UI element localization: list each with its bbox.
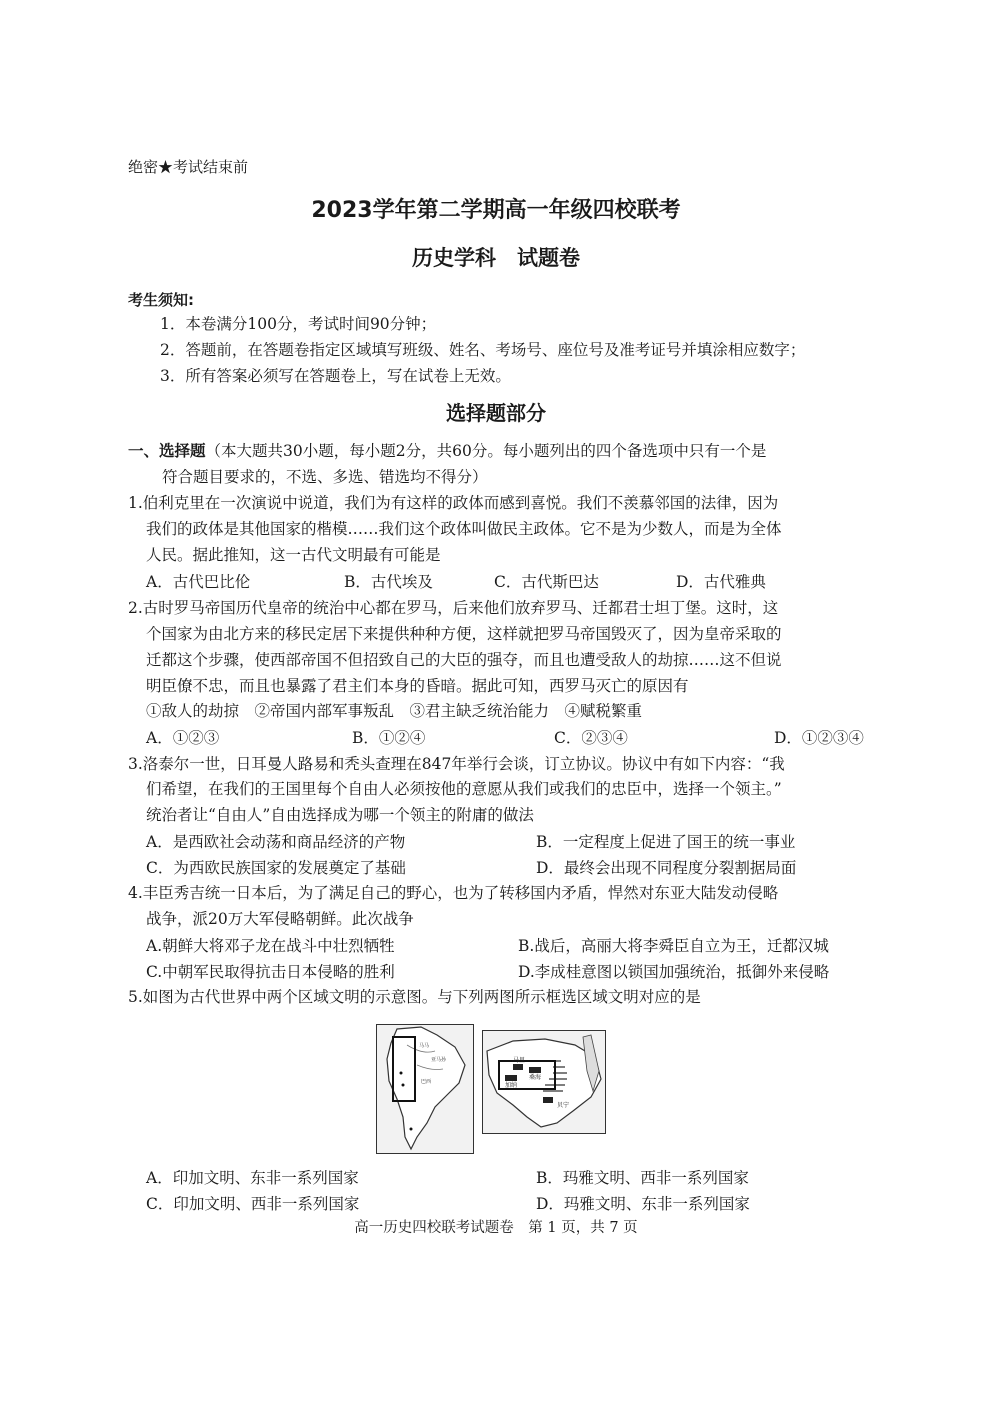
q2-option-c: C．②③④ <box>554 729 628 747</box>
section-title: 选择题部分 <box>446 401 546 425</box>
west-africa-map-graphic <box>483 1031 605 1133</box>
q2-option-d: D．①②③④ <box>774 729 864 747</box>
q1-stem: 我们的政体是其他国家的楷模……我们这个政体叫做民主政体。它不是为少数人，而是为全体 <box>146 520 782 538</box>
q2-stem: 2.古时罗马帝国历代皇帝的统治中心都在罗马，后来他们放弃罗马、迁都君士坦丁堡。这时，这 <box>128 599 779 617</box>
q1-stem: 人民。据此推知，这一古代文明最有可能是 <box>146 546 441 564</box>
exam-subtitle: 历史学科 试题卷 <box>412 246 580 270</box>
svg-text:巴西: 巴西 <box>421 1079 432 1085</box>
q3-option-c: C．为西欧民族国家的发展奠定了基础 <box>146 859 406 877</box>
q3-option-b: B．一定程度上促进了国王的统一事业 <box>536 833 796 851</box>
map-label: 加纳 <box>505 1082 518 1089</box>
q2-option-b: B．①②④ <box>352 729 426 747</box>
section-heading-bold: 一、选择题 <box>128 442 206 460</box>
map-label: 贝宁 <box>557 1102 570 1109</box>
q2-stem: 迁都这个步骤，使西部帝国不但招致自己的大臣的强夺，而且也遭受敌人的劫掠……这不但说 <box>146 651 782 669</box>
q4-stem: 4.丰臣秀吉统一日本后，为了满足自己的野心，也为了转移国内矛盾，悍然对东亚大陆发动侵略 <box>128 884 779 902</box>
notice-item: 2．答题前，在答题卷指定区域填写班级、姓名、考场号、座位号及准考证号并填涂相应数字； <box>160 341 806 359</box>
q2-stem: 明臣僚不忠，而且也暴露了君主们本身的昏暗。据此可知，西罗马灭亡的原因有 <box>146 677 689 695</box>
q3-option-a: A．是西欧社会动荡和商品经济的产物 <box>146 833 406 851</box>
q1-option-a: A．古代巴比伦 <box>146 573 251 591</box>
q3-stem: 统治者让“自由人”自由选择成为哪一个领主的附庸的做法 <box>146 806 534 824</box>
notice-item: 3．所有答案必须写在答题卷上，写在试卷上无效。 <box>160 367 511 385</box>
section-heading-line2: 符合题目要求的，不选、多选、错选均不得分） <box>162 468 488 486</box>
section-heading <box>128 440 766 462</box>
q5-option-b: B．玛雅文明、西非一系列国家 <box>536 1169 749 1187</box>
exam-title: 2023学年第二学期高一年级四校联考 <box>311 198 681 223</box>
q3-stem: 们希望，在我们的王国里每个自由人必须按他的意愿从我们或我们的忠臣中，选择一个领主。” <box>146 780 782 798</box>
q4-option-b: B.战后，高丽大将李舜臣自立为王，迁都汉城 <box>518 937 829 955</box>
south-america-map <box>376 1024 474 1154</box>
q4-option-a: A.朝鲜大将邓子龙在战斗中壮烈牺牲 <box>146 937 395 955</box>
map-label: 马里 <box>513 1057 526 1064</box>
notice-item: 1．本卷满分100分，考试时间90分钟； <box>160 315 437 333</box>
page-footer: 高一历史四校联考试题卷 第 1 页，共 7 页 <box>354 1220 638 1236</box>
q1-stem: 1.伯利克里在一次演说中说道，我们为有这样的政体而感到喜悦。我们不羡慕邻国的法律，因为 <box>128 494 779 512</box>
q2-stem: 个国家为由北方来的移民定居下来提供种种方便，这样就把罗马帝国毁灭了，因为皇帝采取的 <box>146 625 782 643</box>
map-label: 桑海 <box>529 1074 542 1081</box>
q5-stem: 5.如图为古代世界中两个区域文明的示意图。与下列两图所示框选区域文明对应的是 <box>128 988 701 1006</box>
q3-option-d: D．最终会出现不同程度分裂割据局面 <box>536 859 797 877</box>
q3-stem: 3.洛泰尔一世，日耳曼人路易和秃头查理在847年举行会谈，订立协议。协议中有如下内容：“我 <box>128 755 785 773</box>
west-africa-map <box>482 1030 606 1134</box>
q2-statements: ①敌人的劫掠 ②帝国内部军事叛乱 ③君主缺乏统治能力 ④赋税繁重 <box>146 702 643 720</box>
notice-heading: 考生须知: <box>128 291 194 309</box>
q5-option-d: D．玛雅文明、东非一系列国家 <box>536 1195 750 1213</box>
q5-option-c: C．印加文明、西非一系列国家 <box>146 1195 360 1213</box>
q1-option-b: B．古代埃及 <box>344 573 433 591</box>
q4-stem: 战争，派20万大军侵略朝鲜。此次战争 <box>146 910 414 928</box>
q1-option-d: D．古代雅典 <box>676 573 766 591</box>
svg-text:马马: 马马 <box>419 1043 430 1049</box>
q1-option-c: C．古代斯巴达 <box>494 573 599 591</box>
south-america-map-graphic <box>377 1025 473 1153</box>
q2-option-a: A．①②③ <box>146 729 220 747</box>
q4-option-d: D.李成桂意图以锁国加强统治，抵御外来侵略 <box>518 963 830 981</box>
svg-text:亚马孙: 亚马孙 <box>431 1057 447 1063</box>
confidential-label: 绝密★考试结束前 <box>128 158 249 176</box>
q4-option-c: C.中朝军民取得抗击日本侵略的胜利 <box>146 963 395 981</box>
q5-option-a: A．印加文明、东非一系列国家 <box>146 1169 359 1187</box>
section-heading-rest: （本大题共30小题，每小题2分，共60分。每小题列出的四个备选项中只有一个是 <box>205 442 767 460</box>
